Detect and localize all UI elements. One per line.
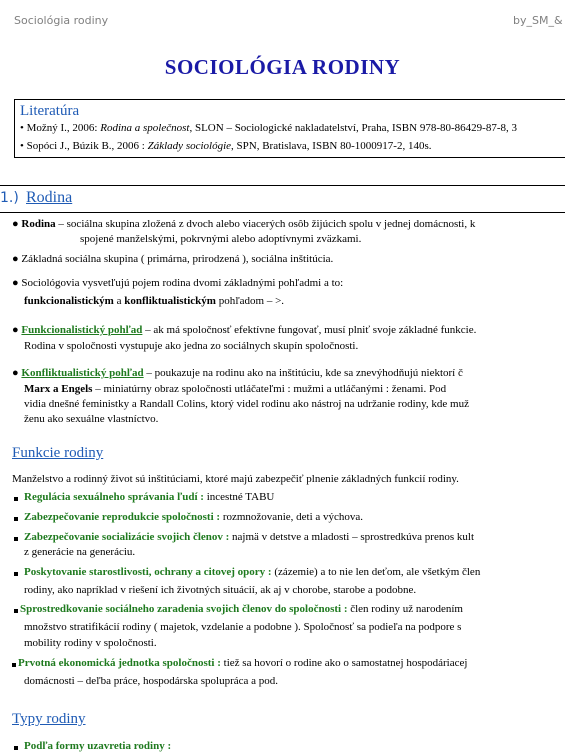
lit-title: Rodina a společnost xyxy=(100,122,190,134)
function-term: Sprostredkovanie sociálneho zaradenia svojich členov do spoločnosti : xyxy=(20,603,348,615)
function-text: incestné TABU xyxy=(203,491,275,503)
function-term: Zabezpečovanie socializácie svojich členov : xyxy=(24,531,230,543)
function-item-cont: množstvo stratifikácií rodiny ( majetok, vzdelanie a podobne ). Spoločnosť sa podieľa na podpore s xyxy=(24,621,462,633)
bullet-square-icon xyxy=(14,497,18,501)
conflict-view-cont xyxy=(24,382,446,397)
function-term: Poskytovanie starostlivosti, ochrany a citovej opory : xyxy=(24,566,272,578)
bullet-square-icon xyxy=(14,537,18,541)
function-item xyxy=(24,490,274,505)
paragraph-text: Základná sociálna skupina ( primárna, prirodzená ), sociálna inštitúcia. xyxy=(21,253,334,265)
function-text: tiež sa hovorí o rodine ako o samostatnej hospodáriacej xyxy=(220,657,468,669)
literature-heading: Literatúra xyxy=(20,103,80,119)
bullet-square-icon xyxy=(14,572,18,576)
text: – ak má spoločnosť efektívne fungovať, musí plniť svoje základné funkcie. xyxy=(142,324,477,336)
literature-item: • Sopóci J., Búzik B., 2006 : Základy sociológie, SPN, Bratislava, ISBN 80-1000917-2, 140s. xyxy=(20,140,432,152)
text: a xyxy=(113,295,125,307)
bullet-square-icon xyxy=(14,746,18,750)
bullet-square-icon xyxy=(14,609,18,613)
text: pohľadom – >. xyxy=(215,295,285,307)
paragraph-views-cont xyxy=(24,294,284,309)
function-item-cont: z generácie na generáciu. xyxy=(24,546,136,558)
function-item-cont: domácnosti – deľba práce, hospodárska spolupráca a pod. xyxy=(24,675,279,687)
term: Marx a Engels xyxy=(24,383,93,395)
text: – poukazuje na rodinu ako na inštitúciu, kde sa znevýhodňujú niektorí č xyxy=(143,367,463,379)
term: funkcionalistickým xyxy=(24,295,114,307)
lit-author: Sopóci J., Búzik B., 2006 : xyxy=(26,140,148,152)
section-heading-rodina xyxy=(0,185,565,213)
function-item xyxy=(20,602,463,617)
paragraph-text: Sociológovia vysvetľujú pojem rodina dvomi základnými pohľadmi a to: xyxy=(21,277,344,289)
function-text: člen rodiny už narodením xyxy=(347,603,463,615)
paragraph-views: ● Sociológovia vysvetľujú pojem rodina dvomi základnými pohľadmi a to: xyxy=(12,277,344,289)
function-item xyxy=(18,656,467,671)
function-term: Prvotná ekonomická jednotka spoločnosti : xyxy=(18,657,221,669)
term: Konfliktualistický pohľad xyxy=(21,367,144,379)
rodina-definition-cont: spojené manželskými, pokrvnými alebo adoptívnymi zväzkami. xyxy=(80,233,362,245)
funkcie-intro: Manželstvo a rodinný život sú inštitúciami, ktoré majú zabezpečiť plnenie základných funkcií rodiny. xyxy=(12,473,459,485)
function-term: Regulácia sexuálneho správania ľudí : xyxy=(24,491,204,503)
page-header-right: by_SM_& xyxy=(513,14,563,27)
term: Funkcionalistický pohľad xyxy=(21,324,143,336)
literature-box xyxy=(14,99,565,158)
rodina-definition: ● Rodina – sociálna skupina zložená z dvoch alebo viacerých osôb žijúcich spolu v jednej domácnosti, k xyxy=(12,218,476,230)
function-item xyxy=(24,530,474,545)
term: Rodina xyxy=(21,218,56,230)
section-number: 1.) xyxy=(0,190,19,206)
function-text: (zázemie) a to nie len deťom, ale všetkým člen xyxy=(271,566,481,578)
bullet-square-icon xyxy=(14,517,18,521)
function-item xyxy=(24,565,480,580)
function-text: najmä v detstve a mladosti – sprostredkúva prenos kult xyxy=(229,531,474,543)
lit-title: Základy sociológie xyxy=(147,140,232,152)
functionalist-view: ● Funkcionalistický pohľad – ak má spoločnosť efektívne fungovať, musí plniť svoje základné funkcie. xyxy=(12,324,477,336)
function-text: rozmnožovanie, deti a výchova. xyxy=(220,511,364,523)
lit-details: , SLON – Sociologické nakladatelství, Praha, ISBN 978-80-86429-87-8, 3 xyxy=(189,122,517,134)
function-item xyxy=(24,510,363,525)
page-header-left: Sociológia rodiny xyxy=(14,14,109,27)
typy-subheading: Podľa formy uzavretia rodiny : xyxy=(24,740,172,752)
function-term: Zabezpečovanie reprodukcie spoločnosti : xyxy=(24,511,221,523)
section-heading-funkcie: Funkcie rodiny xyxy=(12,445,104,461)
text: – miniatúrny obraz spoločnosti utláčateľmi : mužmi a utláčanými : ženami. Pod xyxy=(92,383,447,395)
document-title: SOCIOLÓGIA RODINY xyxy=(164,55,401,79)
function-item-cont: rodiny, ako napríklad v riešení ich životných situácií, ak aj v chorobe, starobe a podobne. xyxy=(24,584,417,596)
functionalist-view-cont: Rodina v spoločnosti vystupuje ako jedna zo sociálnych skupín spoločnosti. xyxy=(24,340,359,352)
bullet-square-icon xyxy=(12,663,16,667)
lit-author: Možný I., 2006: xyxy=(26,122,101,134)
section-title: Rodina xyxy=(26,189,73,206)
term: konfliktualistickým xyxy=(124,295,216,307)
conflict-view: ● Konfliktualistický pohľad – poukazuje na rodinu ako na inštitúciu, kde sa znevýhodňujú niektorí č xyxy=(12,367,463,379)
definition-text: – sociálna skupina zložená z dvoch alebo viacerých osôb žijúcich spolu v jednej domácnosti, k xyxy=(55,218,476,230)
section-heading-typy: Typy rodiny xyxy=(12,711,86,727)
lit-details: , SPN, Bratislava, ISBN 80-1000917-2, 140s. xyxy=(231,140,432,152)
literature-item: • Možný I., 2006: Rodina a společnost, SLON – Sociologické nakladatelství, Praha, ISBN 978-80-86429-87-8, 3 xyxy=(20,122,517,134)
conflict-view-cont: vidia dnešné feministky a Randall Colins, ktorý videl rodinu ako nástroj na udržanie rodiny, kde muž xyxy=(24,398,469,410)
conflict-view-cont: ženu ako sexuálne vlastníctvo. xyxy=(24,413,159,425)
function-item-cont: mobility rodiny v spoločnosti. xyxy=(24,637,157,649)
paragraph-basic: ● Základná sociálna skupina ( primárna, prirodzená ), sociálna inštitúcia. xyxy=(12,253,334,265)
